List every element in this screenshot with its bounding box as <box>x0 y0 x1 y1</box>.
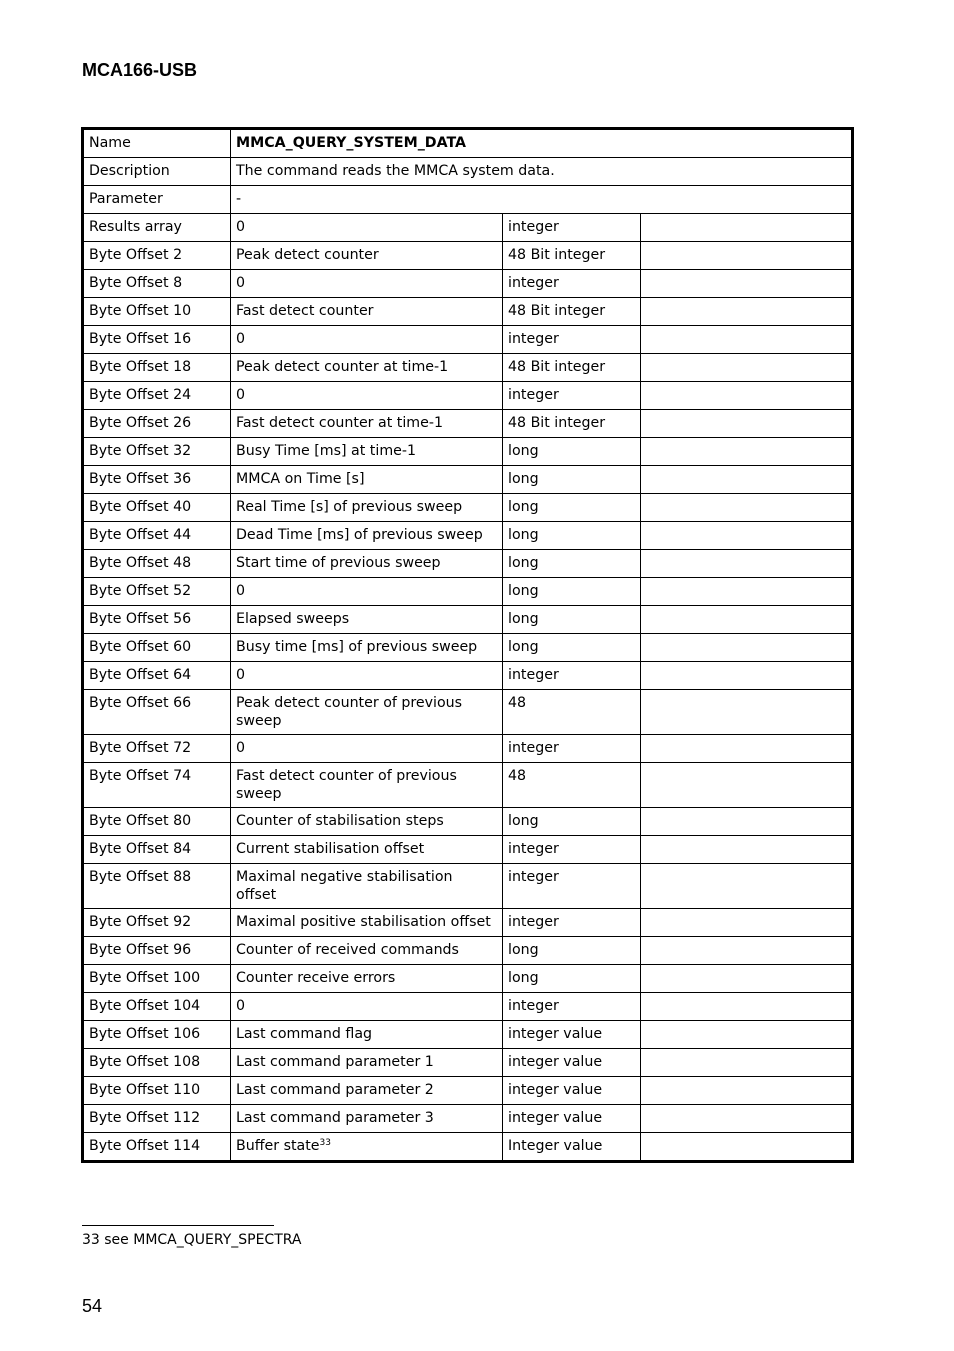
field-description-text: Buffer state <box>236 1138 320 1154</box>
field-description-text: 0 <box>236 583 246 599</box>
field-description-text: 0 <box>236 219 246 235</box>
empty-cell <box>641 410 853 438</box>
name-row <box>83 129 853 158</box>
field-description-text: Fast detect counter <box>236 303 374 319</box>
byte-offset-cell: Results array <box>83 214 231 242</box>
empty-cell <box>641 634 853 662</box>
table-row <box>83 993 853 1021</box>
empty-cell <box>641 690 853 735</box>
command-spec-table <box>81 127 854 1163</box>
field-description-text: Start time of previous sweep <box>236 555 441 571</box>
field-description-text: Fast detect counter of previous sweep <box>236 768 457 802</box>
empty-cell <box>641 438 853 466</box>
byte-offset-cell: Byte Offset 18 <box>83 354 231 382</box>
table-row <box>83 214 853 242</box>
table-row <box>83 354 853 382</box>
data-type-cell: integer <box>503 993 641 1021</box>
data-type-cell: integer <box>503 836 641 864</box>
field-description-cell <box>231 864 503 909</box>
table-row <box>83 735 853 763</box>
empty-cell <box>641 937 853 965</box>
table-row <box>83 1133 853 1162</box>
data-type-cell: Integer value <box>503 1133 641 1162</box>
byte-offset-cell: Byte Offset 36 <box>83 466 231 494</box>
field-description-text: Peak detect counter of previous sweep <box>236 695 463 729</box>
byte-offset-cell: Byte Offset 114 <box>83 1133 231 1162</box>
field-description-cell <box>231 214 503 242</box>
empty-cell <box>641 214 853 242</box>
table-row <box>83 606 853 634</box>
field-description-text: Counter of stabilisation steps <box>236 813 444 829</box>
table-row <box>83 1021 853 1049</box>
field-description-text: MMCA on Time [s] <box>236 471 365 487</box>
field-description-cell <box>231 909 503 937</box>
byte-offset-cell: Byte Offset 40 <box>83 494 231 522</box>
empty-cell <box>641 1133 853 1162</box>
byte-offset-cell: Byte Offset 80 <box>83 808 231 836</box>
field-description-cell <box>231 808 503 836</box>
byte-offset-cell: Byte Offset 48 <box>83 550 231 578</box>
byte-offset-cell: Byte Offset 2 <box>83 242 231 270</box>
field-description-cell <box>231 937 503 965</box>
table-row <box>83 550 853 578</box>
field-description-text: Counter of received commands <box>236 942 459 958</box>
empty-cell <box>641 1105 853 1133</box>
empty-cell <box>641 909 853 937</box>
field-description-cell <box>231 522 503 550</box>
field-description-cell <box>231 634 503 662</box>
table-row <box>83 242 853 270</box>
data-type-cell: integer <box>503 909 641 937</box>
data-type-cell: integer value <box>503 1077 641 1105</box>
document-title: MCA166-USB <box>82 60 198 80</box>
name-label: Name <box>83 129 231 158</box>
data-type-cell: integer <box>503 382 641 410</box>
table-row <box>83 965 853 993</box>
table-row <box>83 836 853 864</box>
field-description-cell <box>231 606 503 634</box>
empty-cell <box>641 763 853 808</box>
field-description-cell <box>231 438 503 466</box>
table-row <box>83 1105 853 1133</box>
command-description: The command reads the MMCA system data. <box>231 158 853 186</box>
field-description-text: Peak detect counter at time-1 <box>236 359 449 375</box>
byte-offset-cell: Byte Offset 16 <box>83 326 231 354</box>
data-type-cell: long <box>503 438 641 466</box>
footnote-reference: 33 <box>319 1138 331 1148</box>
empty-cell <box>641 1021 853 1049</box>
byte-offset-cell: Byte Offset 8 <box>83 270 231 298</box>
empty-cell <box>641 808 853 836</box>
field-description-cell <box>231 836 503 864</box>
empty-cell <box>641 270 853 298</box>
field-description-cell <box>231 1133 503 1162</box>
field-description-cell <box>231 298 503 326</box>
data-type-cell: long <box>503 578 641 606</box>
data-type-cell: long <box>503 522 641 550</box>
byte-offset-cell: Byte Offset 66 <box>83 690 231 735</box>
table-row <box>83 298 853 326</box>
byte-offset-cell: Byte Offset 110 <box>83 1077 231 1105</box>
empty-cell <box>641 578 853 606</box>
empty-cell <box>641 993 853 1021</box>
field-description-cell <box>231 494 503 522</box>
byte-offset-cell: Byte Offset 10 <box>83 298 231 326</box>
data-type-cell: 48 <box>503 690 641 735</box>
table-row <box>83 937 853 965</box>
byte-offset-cell: Byte Offset 32 <box>83 438 231 466</box>
table-row <box>83 466 853 494</box>
table-row <box>83 808 853 836</box>
empty-cell <box>641 326 853 354</box>
byte-offset-cell: Byte Offset 56 <box>83 606 231 634</box>
data-type-cell: integer value <box>503 1105 641 1133</box>
table-row <box>83 1049 853 1077</box>
byte-offset-cell: Byte Offset 112 <box>83 1105 231 1133</box>
table-row <box>83 494 853 522</box>
byte-offset-cell: Byte Offset 74 <box>83 763 231 808</box>
field-description-cell <box>231 1049 503 1077</box>
byte-offset-cell: Byte Offset 60 <box>83 634 231 662</box>
field-description-text: Counter receive errors <box>236 970 396 986</box>
data-type-cell: integer value <box>503 1021 641 1049</box>
field-description-text: Dead Time [ms] of previous sweep <box>236 527 483 543</box>
byte-offset-cell: Byte Offset 72 <box>83 735 231 763</box>
field-description-cell <box>231 690 503 735</box>
data-type-cell: long <box>503 937 641 965</box>
table-row <box>83 382 853 410</box>
byte-offset-cell: Byte Offset 104 <box>83 993 231 1021</box>
page-number: 54 <box>82 1296 103 1316</box>
data-type-cell: integer value <box>503 1049 641 1077</box>
field-description-cell <box>231 1077 503 1105</box>
byte-offset-cell: Byte Offset 100 <box>83 965 231 993</box>
byte-offset-cell: Byte Offset 84 <box>83 836 231 864</box>
empty-cell <box>641 735 853 763</box>
table-row <box>83 690 853 735</box>
field-description-cell <box>231 1105 503 1133</box>
field-description-text: Busy Time [ms] at time-1 <box>236 443 417 459</box>
empty-cell <box>641 522 853 550</box>
field-description-text: Last command parameter 3 <box>236 1110 434 1126</box>
table-row <box>83 578 853 606</box>
table-row <box>83 326 853 354</box>
field-description-text: Elapsed sweeps <box>236 611 350 627</box>
field-description-text: Real Time [s] of previous sweep <box>236 499 463 515</box>
data-type-cell: 48 Bit integer <box>503 354 641 382</box>
data-type-cell: 48 <box>503 763 641 808</box>
data-type-cell: integer <box>503 735 641 763</box>
empty-cell <box>641 606 853 634</box>
empty-cell <box>641 298 853 326</box>
table-row <box>83 438 853 466</box>
field-description-cell <box>231 270 503 298</box>
table-row <box>83 634 853 662</box>
byte-offset-cell: Byte Offset 108 <box>83 1049 231 1077</box>
field-description-text: Peak detect counter <box>236 247 379 263</box>
data-type-cell: 48 Bit integer <box>503 242 641 270</box>
field-description-text: 0 <box>236 387 246 403</box>
field-description-text: Last command parameter 1 <box>236 1054 434 1070</box>
field-description-cell <box>231 662 503 690</box>
field-description-cell <box>231 735 503 763</box>
parameter-label: Parameter <box>83 186 231 214</box>
data-type-cell: integer <box>503 864 641 909</box>
footnote-separator <box>82 1225 274 1226</box>
empty-cell <box>641 864 853 909</box>
empty-cell <box>641 354 853 382</box>
field-description-cell <box>231 326 503 354</box>
table-row <box>83 909 853 937</box>
data-type-cell: long <box>503 965 641 993</box>
field-description-cell <box>231 382 503 410</box>
field-description-cell <box>231 965 503 993</box>
parameter-row <box>83 186 853 214</box>
data-type-cell: 48 Bit integer <box>503 410 641 438</box>
data-type-cell: long <box>503 494 641 522</box>
field-description-text: 0 <box>236 275 246 291</box>
field-description-cell <box>231 578 503 606</box>
empty-cell <box>641 242 853 270</box>
field-description-cell <box>231 763 503 808</box>
data-type-cell: long <box>503 634 641 662</box>
byte-offset-cell: Byte Offset 64 <box>83 662 231 690</box>
field-description-text: 0 <box>236 998 246 1014</box>
table-row <box>83 864 853 909</box>
empty-cell <box>641 662 853 690</box>
data-type-cell: integer <box>503 270 641 298</box>
description-label: Description <box>83 158 231 186</box>
command-name: MMCA_QUERY_SYSTEM_DATA <box>231 129 853 158</box>
table-row <box>83 522 853 550</box>
table-row <box>83 270 853 298</box>
data-type-cell: long <box>503 606 641 634</box>
empty-cell <box>641 382 853 410</box>
empty-cell <box>641 836 853 864</box>
description-row <box>83 158 853 186</box>
field-description-text: Last command parameter 2 <box>236 1082 434 1098</box>
byte-offset-cell: Byte Offset 44 <box>83 522 231 550</box>
data-type-cell: integer <box>503 662 641 690</box>
empty-cell <box>641 550 853 578</box>
field-description-text: Fast detect counter at time-1 <box>236 415 443 431</box>
data-type-cell: 48 Bit integer <box>503 298 641 326</box>
byte-offset-cell: Byte Offset 96 <box>83 937 231 965</box>
empty-cell <box>641 1049 853 1077</box>
data-type-cell: long <box>503 550 641 578</box>
field-description-text: Last command flag <box>236 1026 373 1042</box>
data-type-cell: long <box>503 808 641 836</box>
byte-offset-cell: Byte Offset 24 <box>83 382 231 410</box>
field-description-cell <box>231 354 503 382</box>
empty-cell <box>641 1077 853 1105</box>
data-type-cell: long <box>503 466 641 494</box>
byte-offset-cell: Byte Offset 106 <box>83 1021 231 1049</box>
byte-offset-cell: Byte Offset 92 <box>83 909 231 937</box>
field-description-text: Maximal positive stabilisation offset <box>236 914 491 930</box>
field-description-cell <box>231 466 503 494</box>
footnote: 33 see MMCA_QUERY_SPECTRA <box>82 1232 302 1248</box>
table-row <box>83 1077 853 1105</box>
table-row <box>83 763 853 808</box>
field-description-text: 0 <box>236 331 246 347</box>
empty-cell <box>641 466 853 494</box>
command-parameter: - <box>231 186 853 214</box>
empty-cell <box>641 494 853 522</box>
byte-offset-cell: Byte Offset 26 <box>83 410 231 438</box>
byte-offset-cell: Byte Offset 88 <box>83 864 231 909</box>
field-description-cell <box>231 242 503 270</box>
field-description-text: 0 <box>236 740 246 756</box>
field-description-text: Current stabilisation offset <box>236 841 425 857</box>
table-row <box>83 410 853 438</box>
field-description-cell <box>231 993 503 1021</box>
field-description-text: 0 <box>236 667 246 683</box>
field-description-text: Busy time [ms] of previous sweep <box>236 639 478 655</box>
data-type-cell: integer <box>503 214 641 242</box>
empty-cell <box>641 965 853 993</box>
field-description-text: Maximal negative stabilisation offset <box>236 869 453 903</box>
table-row <box>83 662 853 690</box>
field-description-cell <box>231 1021 503 1049</box>
byte-offset-cell: Byte Offset 52 <box>83 578 231 606</box>
field-description-cell <box>231 410 503 438</box>
data-type-cell: integer <box>503 326 641 354</box>
field-description-cell <box>231 550 503 578</box>
